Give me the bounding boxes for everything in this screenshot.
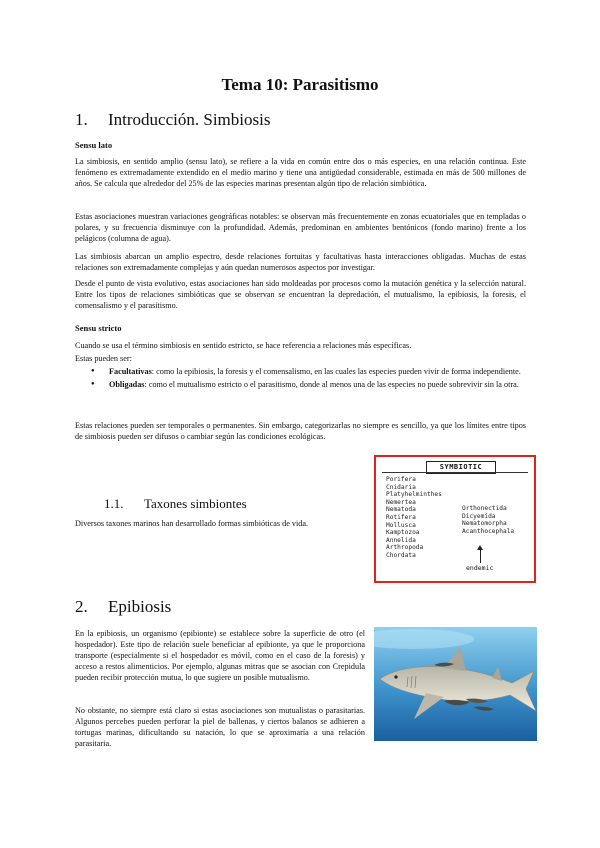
paragraph-epibiosis-definition: En la epibiosis, un organismo (epibionte) se establece sobre la superficie de otro (el hospedador). Este tipo de relación suele beneficiar al epibionte, ya que le proporciona transporte (especialmente si el hospedador es móvil, como en el caso de la foresis) y acceso a restos alimenticios. Por ejemplo, algunas mitras que se asocian con Crepidula pueden recibir protección mutua, lo que sugiere un posible mutualismo. <box>75 629 365 682</box>
taxon-label: Kamptozoa <box>386 529 420 537</box>
endemic-label: endemic <box>466 564 494 572</box>
taxon-label: Nematomorpha <box>462 520 507 528</box>
taxon-label: Platyhelminthes <box>386 491 442 499</box>
taxon-label: Annelida <box>386 536 416 544</box>
paragraph-spectrum: Las simbiosis abarcan un amplio espectro, desde relaciones fortuitas y facultativas hasta interacciones obligadas. Muchas de estas relaciones son extremadamente complejas y aún quedan numerosos aspectos por investigar. <box>75 252 526 272</box>
taxon-label: Arthropoda <box>386 544 424 552</box>
paragraph-epibiosis-parasitic: No obstante, no siempre está claro si estas asociaciones son mutualistas o parasitarias. Algunos percebes pueden perforar la piel de ballenas, y ciertos balanos se adhieren a tortugas marinas, dificultando su natación, lo que se aproximaría a una relación parasitaria. <box>75 706 365 748</box>
paragraph-types-intro: Estas pueden ser: <box>75 354 132 363</box>
taxon-label: Mollusca <box>386 521 416 529</box>
taxon-label: Dicyemida <box>462 512 496 520</box>
section-1-title: Introducción. Simbiosis <box>108 110 271 129</box>
arrow-shaft <box>480 549 481 563</box>
paragraph-boundaries: Estas relaciones pueden ser temporales o permanentes. Sin embargo, categorizarlas no siempre es sencillo, ya que los límites entre tipos de simbiosis pueden ser difusos o cambiar según las condiciones ecológicas. <box>75 421 526 441</box>
section-1-heading <box>75 110 270 130</box>
sensu-lato-subheading: Sensu lato <box>75 140 113 150</box>
page-title: Tema 10: Parasitismo <box>221 75 379 94</box>
figure-header: SYMBIOTIC <box>426 461 496 474</box>
shark-illustration <box>374 627 537 741</box>
sensu-stricto-subheading: Sensu stricto <box>75 323 122 333</box>
symbiosis-types-list <box>75 366 526 392</box>
paragraph-sensu-stricto: Cuando se usa el término simbiosis en sentido estricto, se hace referencia a relaciones más específicas. <box>75 341 412 350</box>
section-2-title: Epibiosis <box>108 597 172 616</box>
figure-divider <box>382 472 528 473</box>
symbiotic-taxa-figure <box>374 455 536 583</box>
paragraph-simbiosis-definition: La simbiosis, en sentido amplio (sensu lato), se refiere a la vida en común entre dos o más especies, en una relación continua. Este fenómeno es extremadamente extendido en el medio marino y tiene una antigüedad considerable, estimada en más de 500 millones de años. Se calcula que alrededor del 25% de las especies marinas presentan algún tipo de relación simbiótica. <box>75 157 526 188</box>
taxon-label: Porifera <box>386 476 416 483</box>
paragraph-evolution: Desde el punto de vista evolutivo, estas asociaciones han sido moldeadas por procesos como la mutación genética y la selección natural. Entre los tipos de relaciones simbióticas que se observan se encuentran la depredación, el mutualismo, la epibiosis, la foresis, el comensalismo y el parasitismo. <box>75 279 526 310</box>
section-1-1-number: 1.1. <box>104 496 124 511</box>
paragraph-geographic-variation: Estas asociaciones muestran variaciones geográficas notables: se observan más frecuentemente en zonas ecuatoriales que en templadas o polares, y su frecuencia disminuye con la profundidad. Además, predominan en ambientes bentónicos (fondo marino) frente a los pelágicos (columna de agua). <box>75 212 526 243</box>
section-1-1-heading <box>104 496 247 512</box>
taxon-label: Rotifera <box>386 513 416 521</box>
list-item: ● Facultativas: como la epibiosis, la foresis y el comensalismo, en las cuales las especies pueden vivir de forma independiente. <box>75 366 526 377</box>
section-2-heading <box>75 597 171 617</box>
section-1-number: 1. <box>75 110 88 129</box>
section-2-number: 2. <box>75 597 88 616</box>
list-item: ● Obligadas: como el mutualismo estricto o el parasitismo, donde al menos una de las especies no puede sobrevivir sin la otra. <box>75 379 526 390</box>
paragraph-taxones: Diversos taxones marinos han desarrollado formas simbióticas de vida. <box>75 519 309 528</box>
section-1-1-title: Taxones simbiontes <box>144 496 247 511</box>
taxon-label: Acanthocephala <box>462 527 515 535</box>
taxon-label: Chordata <box>386 551 416 559</box>
left-taxa-column <box>386 476 442 560</box>
taxon-label: Cnidaria <box>386 483 416 491</box>
shark-with-remoras-photo <box>374 627 537 741</box>
taxon-label: Orthonectida <box>462 505 507 512</box>
taxon-label: Nematoda <box>386 506 416 514</box>
taxon-label: Nemertea <box>386 498 416 506</box>
right-taxa-column <box>462 505 514 535</box>
